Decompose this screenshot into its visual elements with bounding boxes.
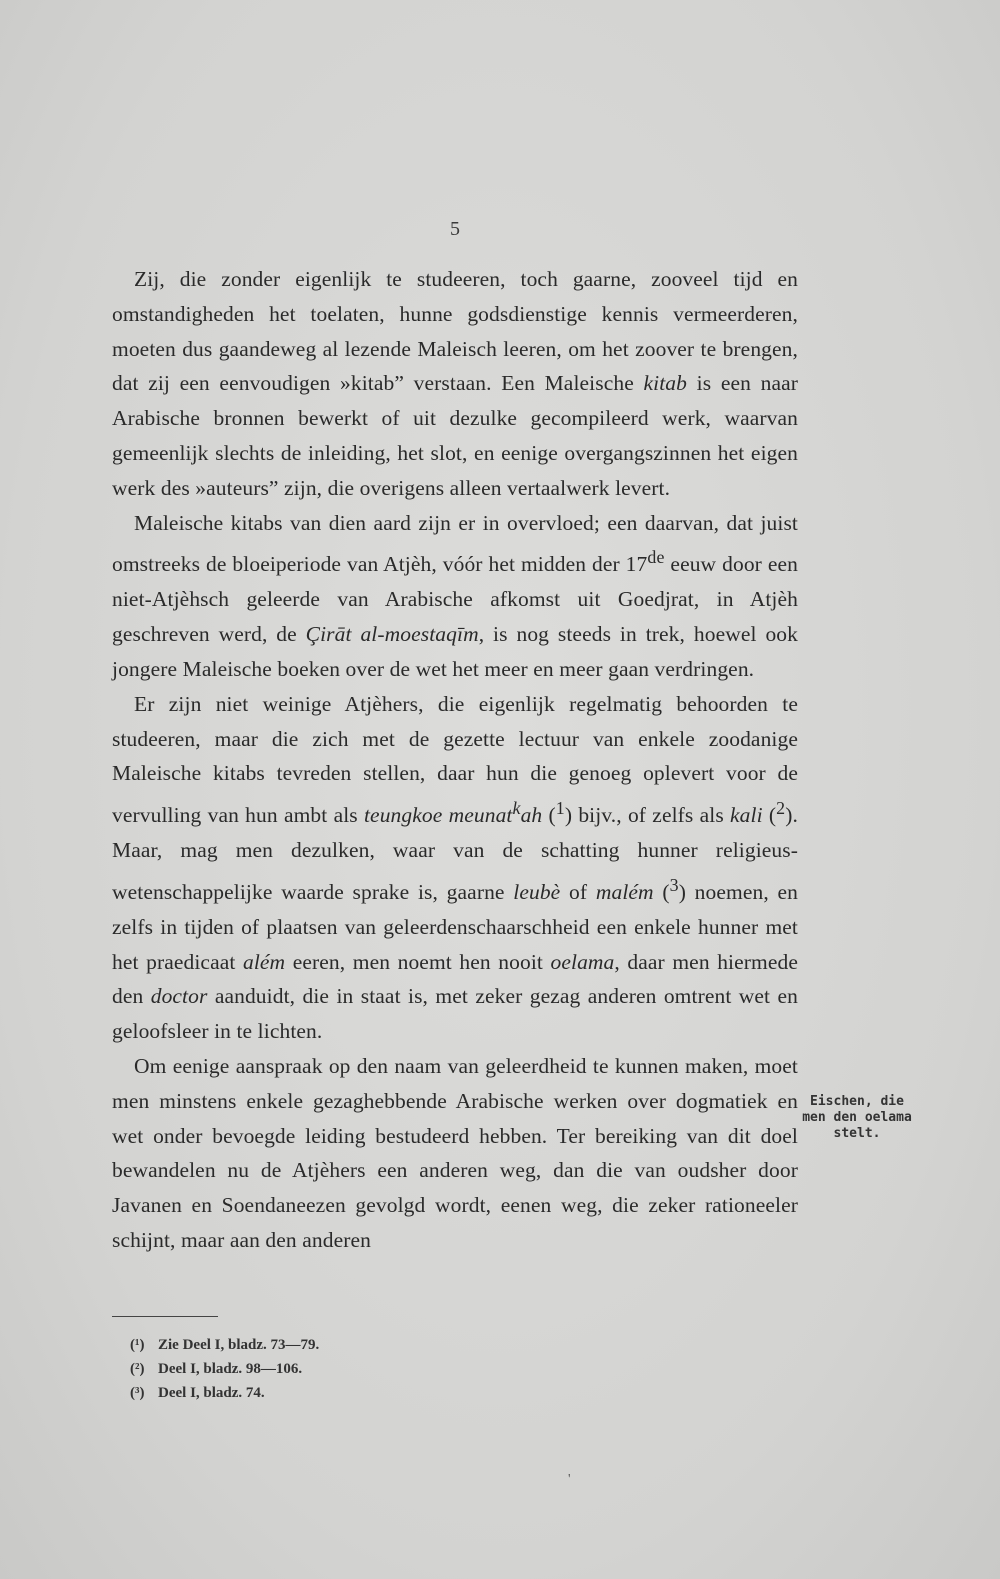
footnote-3: [130, 1381, 530, 1405]
stray-mark: ': [568, 1472, 571, 1487]
marginal-note: Eischen, die men den oelama stelt.: [802, 1094, 912, 1141]
paragraph-4: Om eenige aanspraak op den naam van geleerdheid te kunnen maken, moet men minstens enkele gezaghebbende Arabische werken over dogmatiek en wet onder bevoegde leiding bestudeerd hebben. Ter bereiking van dit doel bewandelen nu de Atjèhers een anderen weg, dan die van oudsher door Javanen en Soendaneezen gevolgd wordt, eenen weg, die zeker rationeeler schijnt, maar aan den anderen: [112, 1054, 798, 1252]
page-number: 5: [450, 218, 460, 240]
footnote-2: [130, 1357, 530, 1381]
footnotes: [130, 1333, 530, 1405]
footnote-marker: (¹): [130, 1337, 145, 1353]
paragraph-2: Maleische kitabs van dien aard zijn er in overvloed; een daarvan, dat juist omstreeks de bloeiperiode van Atjèh, vóór het midden der 17de eeuw door een niet-Atjèhsch geleerde van Arabische afkomst uit Goedjrat, in Atjèh geschreven werd, de Çirāt al-moestaqīm, is nog steeds in trek, hoewel ook jongere Maleische boeken over de wet het meer en meer gaan verdringen.: [112, 510, 798, 681]
footnote-text: Deel I, bladz. 74.: [158, 1385, 265, 1401]
paragraph-3: Er zijn niet weinige Atjèhers, die eigenlijk regelmatig behoorden te studeeren, maar die zich met de gezette lectuur van enkele zoodanige Maleische kitabs tevreden stellen, daar hun die genoeg oplevert voor de vervulling van hun ambt als teungkoe meunat$^k$ah ($^1$) bijv., of zelfs als kali ($^2$). Maar, mag men dezulken, waar van de schatting hunner religieus-wetenschappelijke waarde sprake is, gaarne leubè of malém ($^3$) noemen, en zelfs in tijden of plaatsen van geleerdenschaarschheid een enkele hunner met het praedicaat além eeren, men noemt hen nooit oelama, daar men hiermede den doctor aanduidt, die in staat is, met zeker gezag anderen omtrent wet en geloofsleer in te lichten.: [112, 691, 798, 1044]
footnote-1: [130, 1333, 530, 1357]
footnote-text: Zie Deel I, bladz. 73—79.: [158, 1337, 320, 1353]
body-text: [112, 262, 798, 1258]
footnote-marker: (³): [130, 1385, 145, 1401]
footnote-divider: [112, 1316, 218, 1317]
footnote-marker: (²): [130, 1361, 145, 1377]
paragraph-1: Zij, die zonder eigenlijk te studeeren, toch gaarne, zooveel tijd en omstandigheden het toelaten, hunne godsdienstige kennis vermeerderen, moeten dus gaandeweg al lezende Maleisch leeren, om het zoover te brengen, dat zij een eenvoudigen »kitab” verstaan. Een Maleische kitab is een naar Arabische bronnen bewerkt of uit dezulke gecompileerd werk, waarvan gemeenlijk slechts de inleiding, het slot, en eenige overgangszinnen het eigen werk des »auteurs” zijn, die overigens alleen vertaalwerk levert.: [112, 267, 798, 500]
footnote-text: Deel I, bladz. 98—106.: [158, 1361, 303, 1377]
